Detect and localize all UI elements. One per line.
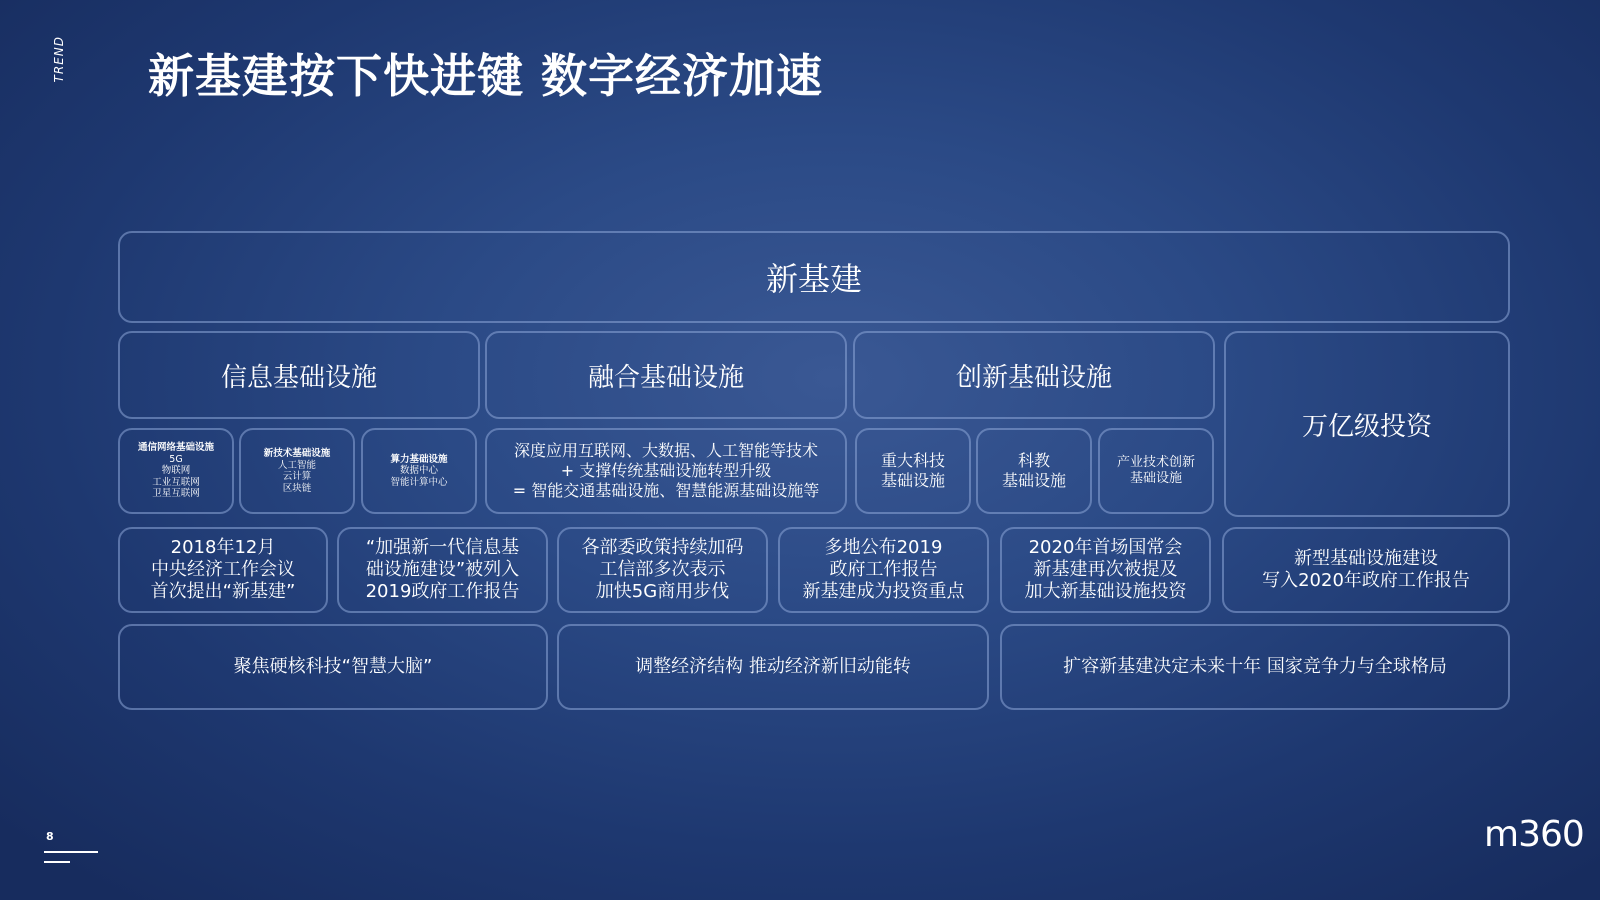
innovation-sub-industrial-tech: 产业技术创新 基础设施 (1098, 428, 1214, 514)
timeline-item-6: 新型基础设施建设 写入2020年政府工作报告 (1222, 527, 1510, 613)
innovation-sub-science-education: 科教 基础设施 (976, 428, 1092, 514)
timeline-item-2: “加强新一代信息基 础设施建设”被列入 2019政府工作报告 (337, 527, 548, 613)
fusion-description: 深度应用互联网、大数据、人工智能等技术 + 支撑传统基础设施转型升级 = 智能交通基础设施、智慧能源基础设施等 (485, 428, 847, 514)
info-sub-communication (118, 428, 234, 514)
investment-box: 万亿级投资 (1224, 331, 1510, 517)
timeline-item-4: 多地公布2019 政府工作报告 新基建成为投资重点 (778, 527, 989, 613)
brand-logo: m360 (1484, 814, 1584, 855)
timeline-item-5: 2020年首场国常会 新基建再次被提及 加大新基础设施投资 (1000, 527, 1211, 613)
bottom-item-2: 调整经济结构 推动经济新旧动能转 (557, 624, 989, 710)
timeline-item-3: 各部委政策持续加码 工信部多次表示 加快5G商用步伐 (557, 527, 768, 613)
bottom-item-1: 聚焦硬核科技“智慧大脑” (118, 624, 548, 710)
page-underline-short (44, 861, 70, 863)
info-sub-computing (361, 428, 477, 514)
bottom-item-3: 扩容新基建决定未来十年 国家竞争力与全球格局 (1000, 624, 1510, 710)
category-info-infrastructure: 信息基础设施 (118, 331, 480, 419)
info-sub-communication-title: 通信网络基础设施 (137, 442, 214, 454)
info-sub-computing-items: 数据中心 智能计算中心 (390, 465, 448, 488)
timeline-item-1: 2018年12月 中央经济工作会议 首次提出“新基建” (118, 527, 328, 613)
new-infrastructure-box: 新基建 (118, 231, 1510, 323)
page-title: 新基建按下快进键 数字经济加速 (148, 49, 824, 103)
info-sub-new-tech (239, 428, 355, 514)
innovation-sub-major-sci-tech: 重大科技 基础设施 (855, 428, 971, 514)
page-number: 8 (46, 830, 54, 843)
side-tag: TREND (52, 36, 66, 83)
info-sub-computing-title: 算力基础设施 (390, 453, 448, 465)
category-innovation-infrastructure: 创新基础设施 (853, 331, 1215, 419)
category-fusion-infrastructure: 融合基础设施 (485, 331, 847, 419)
info-sub-new-tech-title: 新技术基础设施 (263, 448, 331, 459)
info-sub-communication-items: 5G 物联网 工业互联网 卫星互联网 (152, 453, 200, 500)
info-sub-new-tech-items: 人工智能 云计算 区块链 (277, 459, 316, 494)
page-underline (44, 851, 98, 853)
